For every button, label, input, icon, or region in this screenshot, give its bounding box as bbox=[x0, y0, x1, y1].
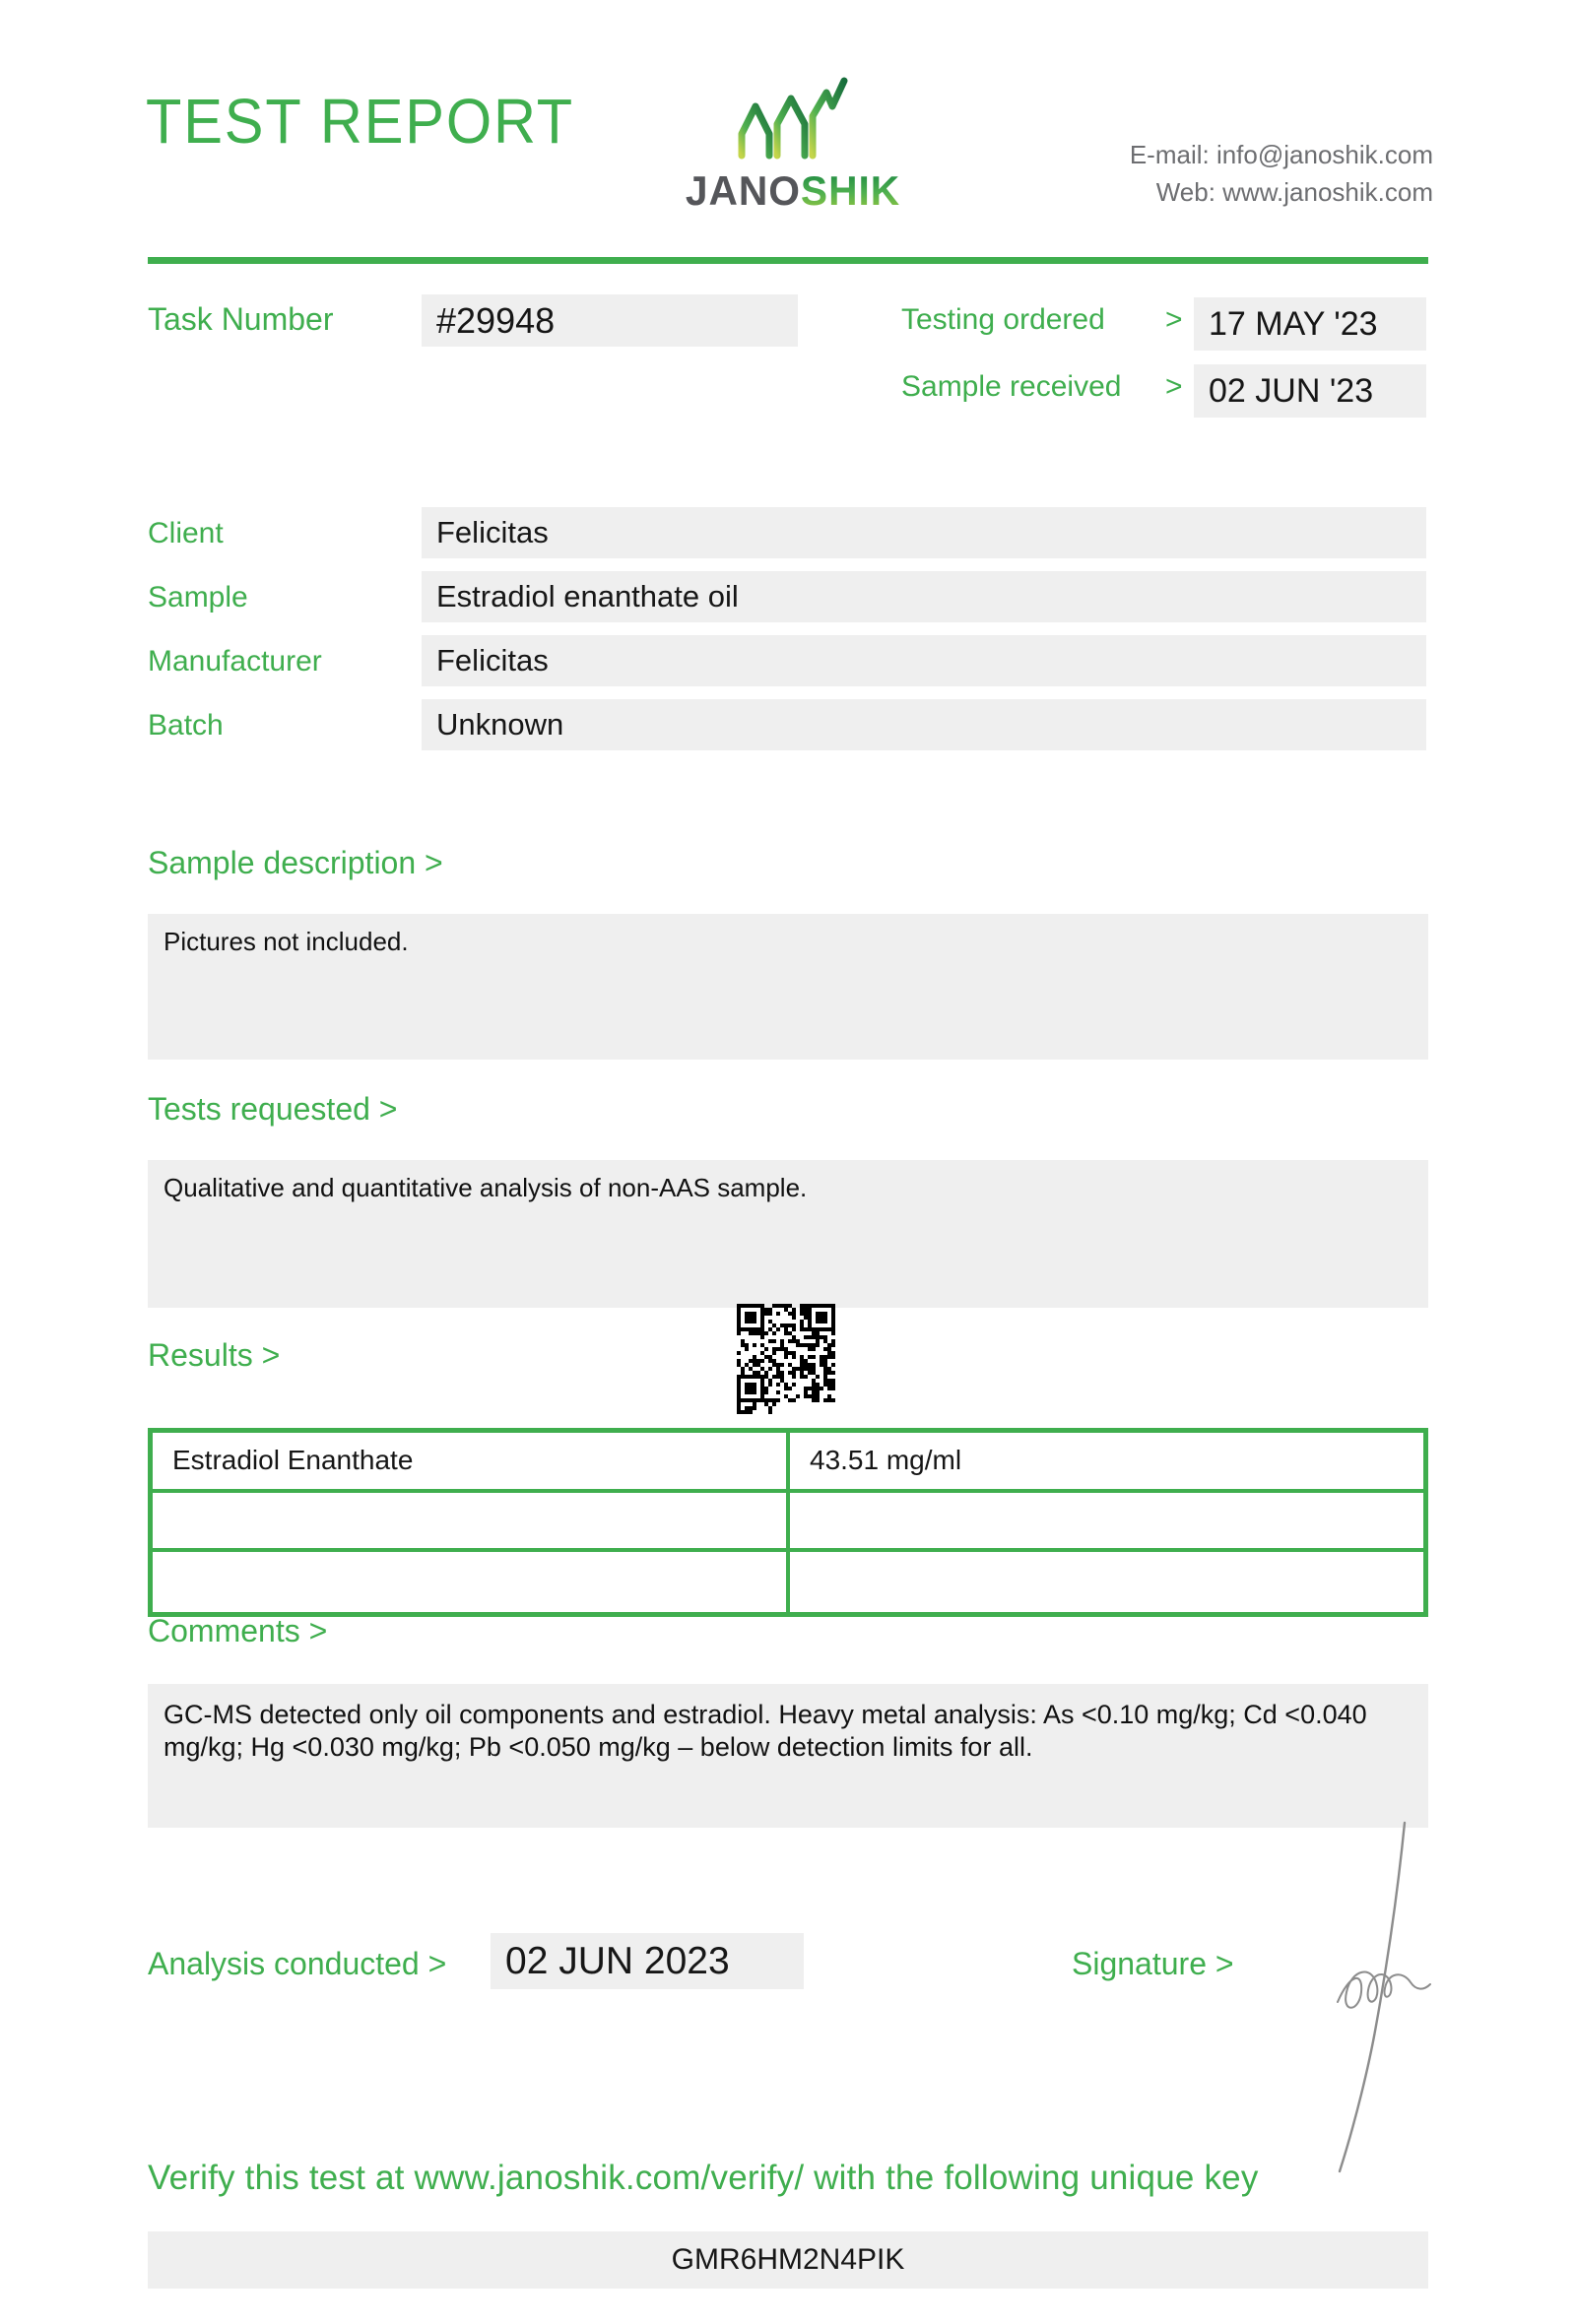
signature-label: Signature > bbox=[1072, 1946, 1234, 1981]
comments-box: GC-MS detected only oil components and estradiol. Heavy metal analysis: As <0.10 mg/kg; Cd <0.040 mg/kg; Hg <0.030 mg/kg; Pb <0.050 mg/kg – below detection limits for all. bbox=[148, 1684, 1428, 1828]
batch-label: Batch bbox=[148, 709, 224, 742]
signature-image bbox=[1280, 1817, 1448, 2181]
tests-requested-heading: Tests requested > bbox=[148, 1091, 398, 1127]
header-divider bbox=[148, 257, 1428, 264]
results-table bbox=[148, 1428, 1428, 1617]
client-label: Client bbox=[148, 517, 224, 549]
sample-received-label: Sample received bbox=[901, 370, 1122, 403]
testing-ordered-value: 17 MAY '23 bbox=[1194, 297, 1426, 351]
sample-description-box: Pictures not included. bbox=[148, 914, 1428, 1060]
sample-label: Sample bbox=[148, 581, 248, 613]
chart-icon bbox=[734, 77, 852, 161]
result-concentration bbox=[790, 1493, 1423, 1553]
email-line: E-mail: info@janoshik.com bbox=[1129, 140, 1433, 169]
sample-value: Estradiol enanthate oil bbox=[422, 571, 1426, 622]
result-substance: Estradiol Enanthate bbox=[153, 1433, 790, 1493]
client-value: Felicitas bbox=[422, 507, 1426, 558]
verify-instruction: Verify this test at www.janoshik.com/verify/ with the following unique key bbox=[148, 2159, 1259, 2197]
arrow-icon: > bbox=[1165, 370, 1183, 403]
results-heading: Results > bbox=[148, 1337, 281, 1373]
result-substance bbox=[153, 1552, 790, 1612]
comments-heading: Comments > bbox=[148, 1613, 328, 1648]
batch-value: Unknown bbox=[422, 699, 1426, 750]
testing-ordered-label: Testing ordered bbox=[901, 303, 1105, 336]
unique-key-value: GMR6HM2N4PIK bbox=[148, 2231, 1428, 2289]
sample-received-value: 02 JUN '23 bbox=[1194, 364, 1426, 418]
janoshik-logo bbox=[680, 77, 906, 215]
page-title: TEST REPORT bbox=[146, 86, 574, 157]
result-concentration: 43.51 mg/ml bbox=[790, 1433, 1423, 1493]
manufacturer-label: Manufacturer bbox=[148, 645, 322, 678]
contact-block bbox=[1130, 136, 1433, 211]
manufacturer-value: Felicitas bbox=[422, 635, 1426, 686]
arrow-icon: > bbox=[1165, 303, 1183, 336]
qr-code bbox=[737, 1304, 835, 1414]
task-number-value: #29948 bbox=[422, 294, 798, 347]
logo-jano: JANO bbox=[685, 167, 801, 214]
analysis-conducted-label: Analysis conducted > bbox=[148, 1946, 447, 1981]
result-substance bbox=[153, 1493, 790, 1553]
analysis-date-value: 02 JUN 2023 bbox=[491, 1933, 804, 1989]
sample-description-heading: Sample description > bbox=[148, 845, 443, 880]
task-number-label: Task Number bbox=[148, 301, 334, 337]
logo-wordmark bbox=[683, 167, 902, 215]
web-line: Web: www.janoshik.com bbox=[1155, 177, 1433, 207]
tests-requested-box: Qualitative and quantitative analysis of non-AAS sample. bbox=[148, 1160, 1428, 1308]
result-concentration bbox=[790, 1552, 1423, 1612]
logo-shik: SHIK bbox=[800, 167, 901, 214]
